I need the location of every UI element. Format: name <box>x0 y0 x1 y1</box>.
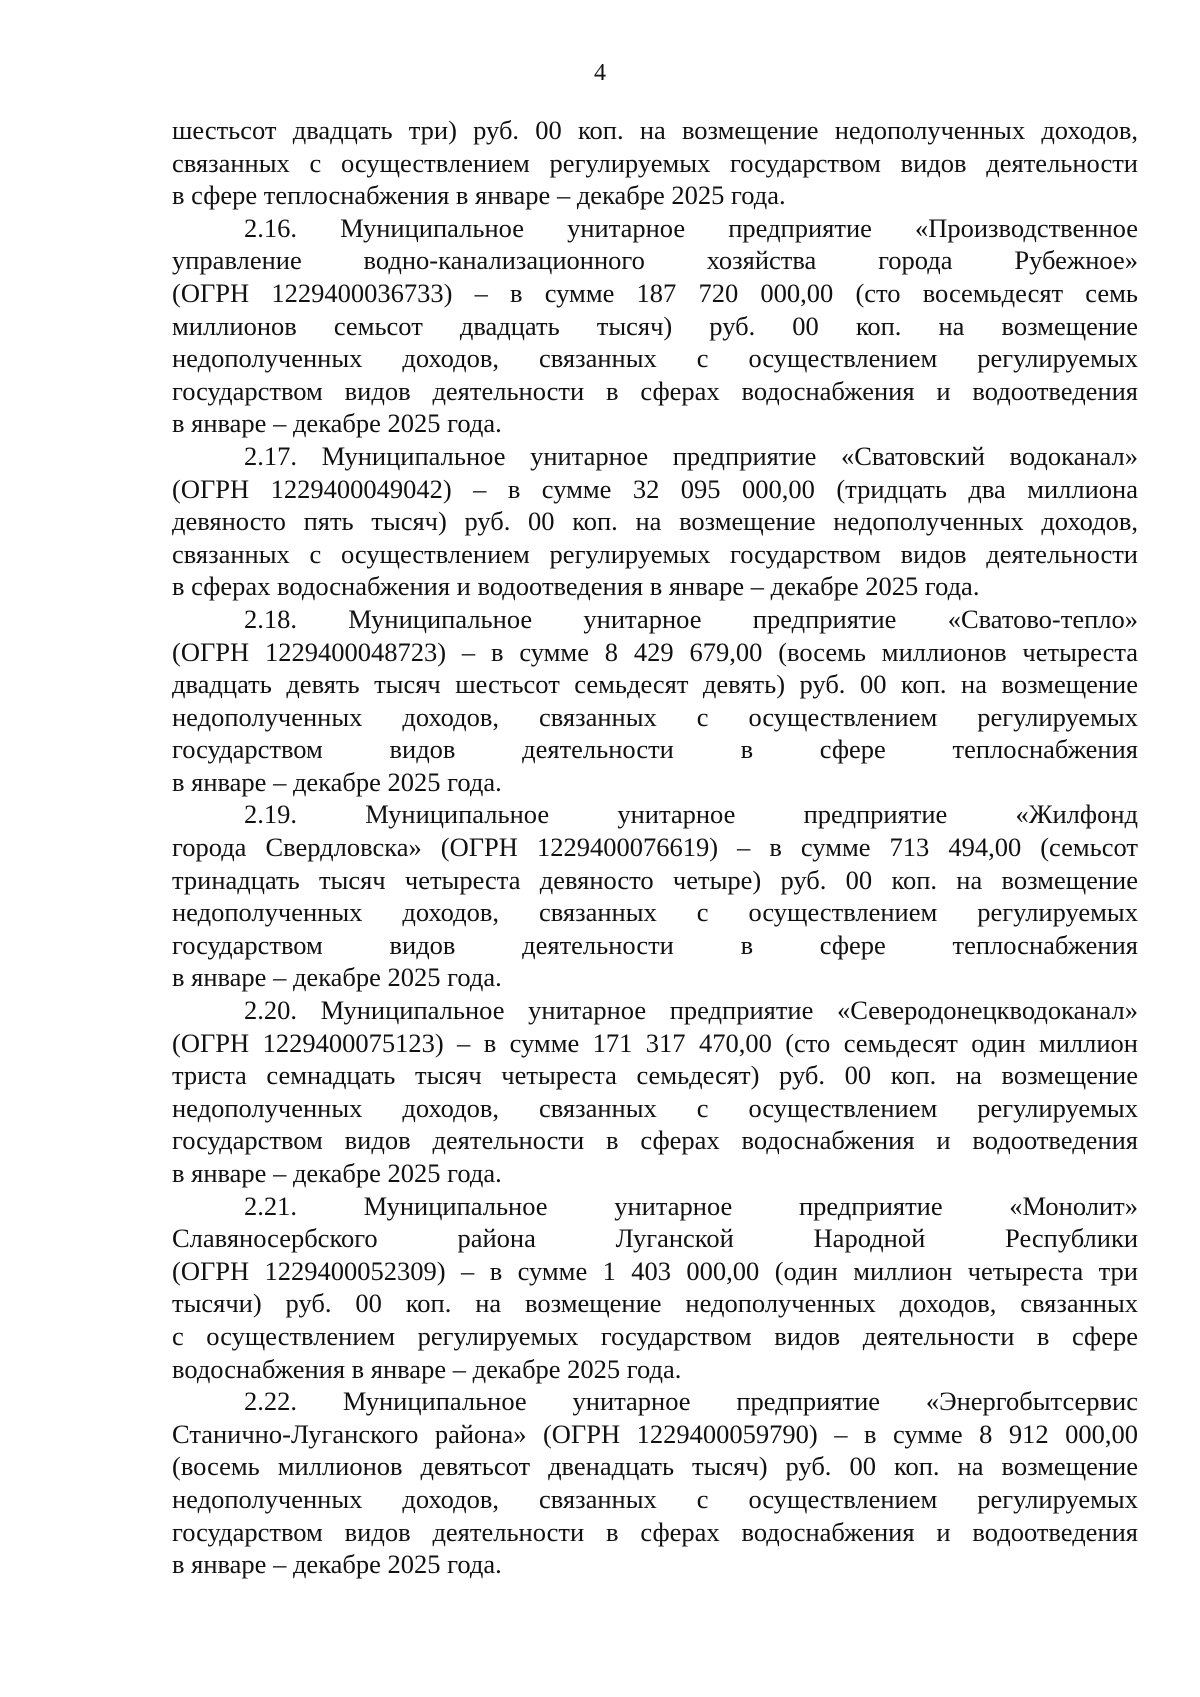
text-line: связанных с осуществлением регулируемых государством видов деятельности <box>172 538 1138 569</box>
text-line: в сфере теплоснабжения в январе – декабре 2025 года. <box>172 180 786 211</box>
text-line: с осуществлением регулируемых государством видов деятельности в сфере <box>172 1320 1138 1351</box>
text-line: в январе – декабре 2025 года. <box>172 962 502 993</box>
text-line: недополученных доходов, связанных с осуществлением регулируемых <box>172 701 1138 732</box>
text-line: девяносто пять тысяч) руб. 00 коп. на возмещение недополученных доходов, <box>172 506 1138 537</box>
text-line: (восемь миллионов девятьсот двенадцать тысяч) руб. 00 коп. на возмещение <box>172 1451 1138 1482</box>
text-line: связанных с осуществлением регулируемых государством видов деятельности <box>172 147 1138 178</box>
text-line: города Свердловска» (ОГРН 1229400076619) – в сумме 713 494,00 (семьсот <box>172 832 1138 863</box>
text-line: государством видов деятельности в сфере теплоснабжения <box>172 734 1138 765</box>
text-line: 2.22. Муниципальное унитарное предприятие «Энергобытсервис <box>244 1386 1138 1417</box>
text-line: (ОГРН 1229400052309) – в сумме 1 403 000,00 (один миллион четыреста три <box>172 1255 1138 1286</box>
text-line: водоснабжения в январе – декабре 2025 года. <box>172 1353 682 1384</box>
paragraph-2-22 <box>172 1385 1138 1581</box>
text-line: в январе – декабре 2025 года. <box>172 408 502 439</box>
text-line: Славяносербского района Луганской Народной Республики <box>172 1223 1138 1254</box>
text-line: в сферах водоснабжения и водоотведения в январе – декабре 2025 года. <box>172 571 980 602</box>
text-line: 2.17. Муниципальное унитарное предприятие «Сватовский водоканал» <box>244 440 1138 471</box>
paragraph-2-19 <box>172 798 1138 994</box>
text-line: недополученных доходов, связанных с осуществлением регулируемых <box>172 1483 1138 1514</box>
text-line: управление водно-канализационного хозяйства города Рубежное» <box>172 245 1138 276</box>
text-line: (ОГРН 1229400048723) – в сумме 8 429 679,00 (восемь миллионов четыреста <box>172 636 1138 667</box>
paragraph-2-20 <box>172 994 1138 1190</box>
text-line: государством видов деятельности в сферах водоснабжения и водоотведения <box>172 375 1138 406</box>
page-number: 4 <box>594 60 606 86</box>
text-line: шестьсот двадцать три) руб. 00 коп. на возмещение недополученных доходов, <box>172 115 1138 145</box>
text-line: 2.18. Муниципальное унитарное предприятие «Сватово-тепло» <box>244 603 1138 634</box>
text-line: государством видов деятельности в сфере теплоснабжения <box>172 929 1138 960</box>
document-body <box>172 114 1138 1581</box>
text-line: в январе – декабре 2025 года. <box>172 1158 502 1188</box>
text-line: в январе – декабре 2025 года. <box>172 1549 502 1580</box>
text-line: (ОГРН 1229400036733) – в сумме 187 720 000,00 (сто восемьдесят семь <box>172 277 1138 308</box>
paragraph-continuation <box>172 114 1138 212</box>
text-line: государством видов деятельности в сферах водоснабжения и водоотведения <box>172 1125 1138 1156</box>
text-line: триста семнадцать тысяч четыреста семьдесят) руб. 00 коп. на возмещение <box>172 1060 1138 1091</box>
text-line: тысячи) руб. 00 коп. на возмещение недополученных доходов, связанных <box>172 1288 1138 1319</box>
text-line: (ОГРН 1229400049042) – в сумме 32 095 000,00 (тридцать два миллиона <box>172 473 1138 504</box>
text-line: 2.21. Муниципальное унитарное предприятие «Монолит» <box>244 1190 1138 1221</box>
text-line: Станично-Луганского района» (ОГРН 1229400059790) – в сумме 8 912 000,00 <box>172 1418 1138 1449</box>
paragraph-2-16 <box>172 212 1138 440</box>
text-line: государством видов деятельности в сферах водоснабжения и водоотведения <box>172 1516 1138 1547</box>
text-line: 2.20. Муниципальное унитарное предприятие «Северодонецкводоканал» <box>244 995 1138 1026</box>
paragraph-2-17 <box>172 440 1138 603</box>
text-line: недополученных доходов, связанных с осуществлением регулируемых <box>172 343 1138 374</box>
text-line: двадцать девять тысяч шестьсот семьдесят девять) руб. 00 коп. на возмещение <box>172 669 1138 700</box>
text-line: недополученных доходов, связанных с осуществлением регулируемых <box>172 897 1138 928</box>
text-line: недополученных доходов, связанных с осуществлением регулируемых <box>172 1092 1138 1123</box>
text-line: миллионов семьсот двадцать тысяч) руб. 00 коп. на возмещение <box>172 310 1138 341</box>
text-line: в январе – декабре 2025 года. <box>172 766 502 797</box>
text-line: 2.16. Муниципальное унитарное предприятие «Производственное <box>244 212 1138 243</box>
text-line: (ОГРН 1229400075123) – в сумме 171 317 470,00 (сто семьдесят один миллион <box>172 1027 1138 1058</box>
paragraph-2-18 <box>172 603 1138 799</box>
text-line: 2.19. Муниципальное унитарное предприятие «Жилфонд <box>244 799 1138 830</box>
text-line: тринадцать тысяч четыреста девяносто четыре) руб. 00 коп. на возмещение <box>172 864 1138 895</box>
paragraph-2-21 <box>172 1190 1138 1386</box>
